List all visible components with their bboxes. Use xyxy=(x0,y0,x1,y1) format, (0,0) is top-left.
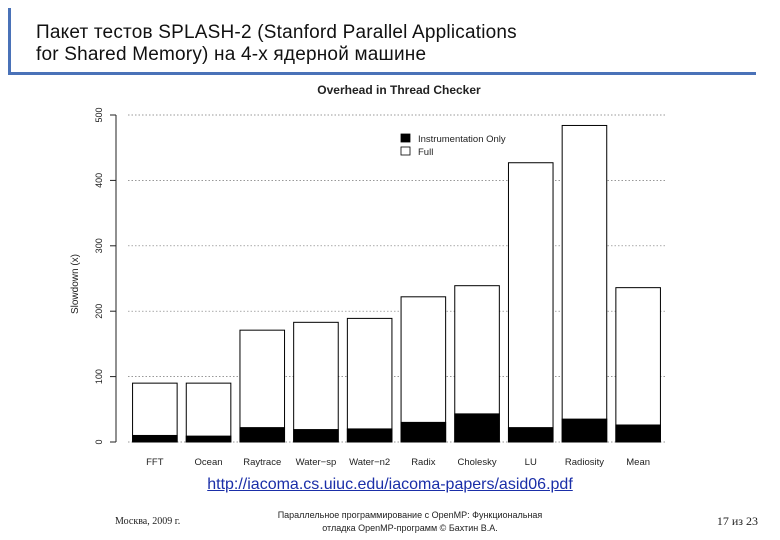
bars xyxy=(133,125,661,442)
x-tick-label: Radiosity xyxy=(564,457,604,468)
x-tick-label: Mean xyxy=(626,457,651,468)
y-axis xyxy=(94,107,116,444)
x-tick-label: Cholesky xyxy=(457,457,497,468)
bar-full xyxy=(186,383,231,442)
footer-course-credit xyxy=(250,509,570,535)
x-tick-label: Radix xyxy=(411,457,436,468)
y-tick-label: 100 xyxy=(94,369,104,385)
legend-label-full: Full xyxy=(418,147,434,158)
footer-location-year: Москва, 2009 г. xyxy=(115,516,181,527)
x-tick-label: Water−sp xyxy=(295,457,337,468)
bar-instrumentation xyxy=(294,430,339,442)
bar-instrumentation xyxy=(562,419,607,442)
title-bottom-rule xyxy=(8,72,756,75)
y-axis-label: Slowdown (x) xyxy=(70,253,81,315)
bar-full xyxy=(562,125,607,442)
bar-instrumentation xyxy=(240,428,285,442)
page-number: 17 из 23 xyxy=(716,514,758,528)
bar-full xyxy=(616,288,661,442)
overhead-bar-chart xyxy=(60,78,680,478)
chart-title: Overhead in Thread Checker xyxy=(317,83,481,97)
x-tick-label: Ocean xyxy=(194,457,223,468)
bar-full xyxy=(133,383,178,442)
y-tick-label: 300 xyxy=(94,238,104,254)
slide-title-line-1: Пакет тестов SPLASH-2 (Stanford Parallel Applications xyxy=(36,22,517,43)
bar-instrumentation xyxy=(133,435,178,442)
y-tick-label: 400 xyxy=(94,172,104,188)
title-left-rule xyxy=(8,8,11,74)
bar-full xyxy=(401,297,446,442)
bar-instrumentation xyxy=(186,436,231,442)
x-tick-label: LU xyxy=(524,457,537,468)
bar-instrumentation xyxy=(455,414,500,442)
bar-full xyxy=(347,318,392,442)
x-tick-label: Raytrace xyxy=(243,457,282,468)
bar-instrumentation xyxy=(508,428,553,442)
legend xyxy=(401,134,506,158)
source-link[interactable]: http://iacoma.cs.uiuc.edu/iacoma-papers/asid06.pdf xyxy=(207,476,573,493)
footer-credit-line-1: Параллельное программирование с OpenMP: Функциональная xyxy=(277,510,543,520)
legend-swatch-instrumentation xyxy=(401,134,410,142)
x-tick-label: Water−n2 xyxy=(349,457,391,468)
bar-full xyxy=(294,322,339,442)
legend-label-instrumentation: Instrumentation Only xyxy=(418,134,506,145)
y-tick-label: 500 xyxy=(94,107,104,123)
footer-credit-line-2: отладка OpenMP-программ © Бахтин В.А. xyxy=(322,523,498,533)
bar-full xyxy=(240,330,285,442)
bar-full xyxy=(508,163,553,442)
x-tick-labels xyxy=(146,457,650,468)
bar-instrumentation xyxy=(616,425,661,442)
y-tick-label: 0 xyxy=(94,439,104,445)
y-tick-label: 200 xyxy=(94,303,104,319)
legend-swatch-full xyxy=(401,147,410,155)
bar-instrumentation xyxy=(347,429,392,442)
bar-instrumentation xyxy=(401,422,446,442)
slide-title xyxy=(36,22,756,66)
x-tick-label: FFT xyxy=(146,457,164,468)
slide-title-line-2: for Shared Memory) на 4-х ядерной машине xyxy=(36,44,427,65)
